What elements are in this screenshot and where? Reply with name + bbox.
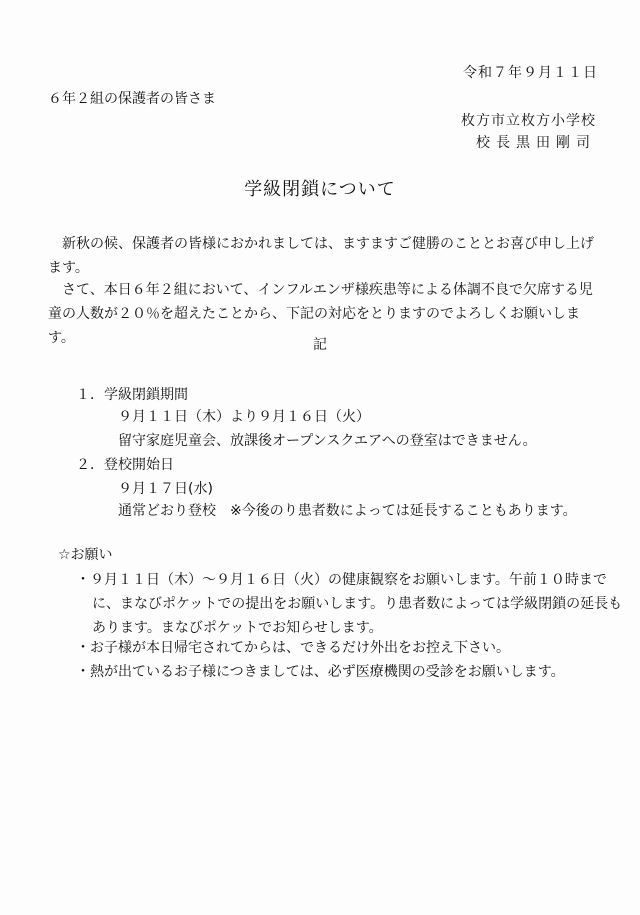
announcement-paragraph: さて、本日６年２組において、インフルエンザ様疾患等による体調不良で欠席する児童の人数が２０％を超えたことから、下記の対応をとりますのでよろしくお願いします。 — [48, 282, 593, 346]
request-item: ・９月１１日（木）～９月１６日（火）の健康観察をお願いします。午前１０時までに、まなびポケットでの提出をお願いします。り患者数によっては学級閉鎖の延長もあります。まなびポケットでお知らせします。 — [76, 572, 623, 636]
principal-name: 校長黒田剛司 — [476, 135, 596, 151]
issue-date: 令和７年９月１１日 — [463, 65, 598, 81]
requests-title: ☆お願い — [58, 547, 113, 563]
page-title: 学級閉鎖について — [244, 179, 396, 200]
greeting-paragraph: 新秋の候、保護者の皆様におかれましては、ますますご健勝のこととお喜び申し上げます。 — [48, 236, 594, 276]
section-closure-period: ９月１１日（木）より９月１６日（火） — [118, 409, 370, 425]
section-closure-heading: １．学級閉鎖期間 — [76, 387, 188, 403]
section-closure-note: 留守家庭児童会、放課後オープンスクエアへの登室はできません。 — [118, 433, 537, 449]
ki-marker: 記 — [313, 337, 327, 353]
addressee: ６年２組の保護者の皆さま — [48, 91, 216, 107]
section-restart-note: 通常どおり登校 ※今後のり患者数によっては延長することもあります。 — [118, 503, 577, 519]
section-restart-date: ９月１７日(水) — [118, 481, 213, 497]
request-item: ・お子様が本日帰宅されてからは、できるだけ外出をお控え下さい。 — [76, 640, 510, 656]
section-restart-heading: ２．登校開始日 — [76, 457, 174, 473]
request-item: ・熱が出ているお子様につきましては、必ず医療機関の受診をお願いします。 — [76, 664, 565, 680]
school-name: 枚方市立枚方小学校 — [461, 113, 596, 129]
